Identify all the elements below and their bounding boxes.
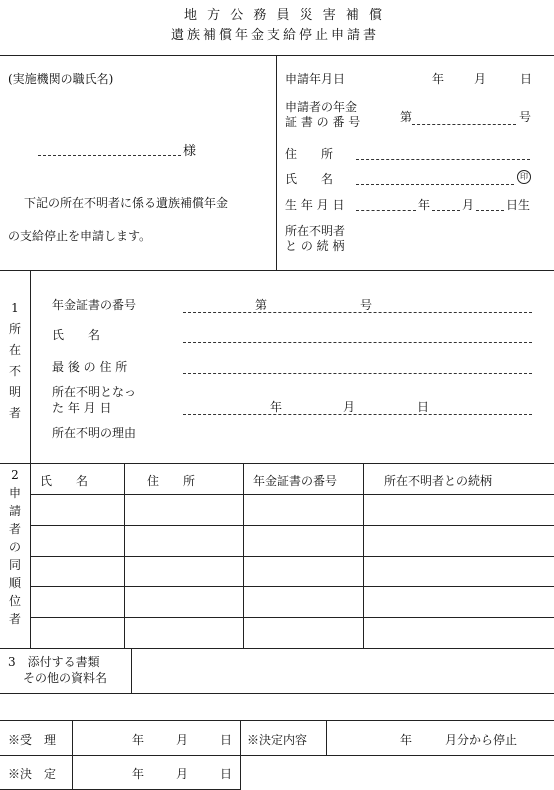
decision-month: 月 [176, 767, 189, 781]
birth-month: 月 [462, 198, 475, 212]
col-header-relation: 所在不明者との続柄 [384, 474, 493, 488]
request-text-line1: 下記の所在不明者に係る遺族補償年金 [24, 196, 229, 210]
missing-pension-go: 号 [360, 298, 373, 312]
col-header-name: 氏 名 [40, 474, 89, 488]
attachments-field[interactable] [132, 649, 554, 692]
decision-year: 年 [132, 767, 145, 781]
office-top-border [0, 720, 554, 721]
stop-month-text: 月分から停止 [445, 733, 518, 747]
applicant-pension-no-line[interactable] [412, 124, 516, 125]
form-title-line1: 地 方 公 務 員 災 害 補 償 [184, 8, 386, 23]
applicant-pension-no-label-2: 証 書 の 番 号 [285, 115, 361, 129]
applicant-relation-label-1: 所在不明者 [285, 224, 346, 238]
table-row[interactable] [31, 526, 554, 556]
form-title-line2: 遺族補償年金支給停止申請書 [171, 28, 380, 43]
same-rank-table-body [31, 495, 554, 647]
request-text-line2: の支給停止を申請します。 [8, 229, 152, 243]
missing-last-address-label: 最 後 の 住 所 [52, 360, 128, 374]
applicant-pension-no-label [285, 100, 360, 130]
receipt-day: 日 [220, 733, 233, 747]
attachments-label [8, 654, 107, 686]
applicant-pension-dai: 第 [400, 110, 413, 124]
attachments-label-2: その他の資料名 [23, 671, 108, 685]
applicant-pension-no-label-1: 申請者の年金 [285, 100, 358, 114]
section2-top-border [0, 463, 554, 464]
col-header-pension-no: 年金証書の番号 [253, 474, 338, 488]
section2-side-label: 2申請者の同順位者 [8, 468, 21, 626]
applicant-relation-label [285, 224, 345, 254]
birth-day-line[interactable] [476, 210, 504, 211]
missing-name-line[interactable] [183, 342, 532, 343]
birth-day-suffix: 日生 [506, 198, 531, 212]
missing-month: 月 [343, 400, 356, 414]
missing-year: 年 [270, 400, 283, 414]
applicant-address-label: 住 所 [285, 147, 334, 161]
table-row[interactable] [31, 557, 554, 586]
applicant-name-label: 氏 名 [285, 172, 334, 186]
receipt-month: 月 [176, 733, 189, 747]
decision-label: ※決 定 [8, 767, 57, 781]
table-row[interactable] [31, 587, 554, 617]
office-divider-3 [326, 720, 327, 755]
addressee-label: (実施機関の職氏名) [8, 72, 114, 86]
application-month: 月 [474, 72, 487, 86]
section1-side-divider [30, 270, 31, 463]
missing-name-label: 氏 名 [52, 328, 101, 342]
top-block-top-border [0, 55, 554, 56]
seal-mark-icon: 印 [517, 170, 531, 184]
birth-year-line[interactable] [356, 210, 416, 211]
stop-year: 年 [400, 733, 413, 747]
applicant-birth-label: 生 年 月 日 [285, 198, 345, 212]
missing-pension-no-line[interactable] [183, 312, 532, 313]
applicant-address-line[interactable] [356, 159, 530, 160]
section1-top-border [0, 270, 554, 271]
top-block-divider [276, 55, 277, 270]
addressee-honorific: 様 [183, 144, 197, 159]
section1-side-label: 1所在不明者 [8, 301, 21, 420]
table-row[interactable] [31, 618, 554, 647]
missing-reason-label: 所在不明の理由 [52, 426, 137, 440]
addressee-name-line[interactable] [38, 155, 181, 156]
missing-date-label [52, 384, 136, 416]
attachments-label-1: 3 添付する書類 [8, 655, 100, 669]
missing-date-label-1: 所在不明となっ [52, 385, 137, 399]
decision-content-label: ※決定内容 [247, 733, 308, 747]
missing-pension-no-label: 年金証書の番号 [52, 298, 137, 312]
applicant-relation-label-2: と の 続 柄 [285, 239, 345, 253]
application-day: 日 [520, 72, 533, 86]
col-header-address: 住 所 [147, 474, 196, 488]
birth-year: 年 [418, 198, 431, 212]
applicant-name-line[interactable] [356, 184, 514, 185]
missing-last-address-line[interactable] [183, 373, 532, 374]
table-row[interactable] [31, 495, 554, 525]
missing-date-line[interactable] [183, 414, 532, 415]
missing-pension-dai: 第 [255, 298, 268, 312]
office-middle-border [0, 755, 554, 756]
decision-day: 日 [220, 767, 233, 781]
receipt-label: ※受 理 [8, 733, 57, 747]
office-divider-2 [240, 720, 241, 790]
receipt-year: 年 [132, 733, 145, 747]
birth-month-line[interactable] [432, 210, 460, 211]
application-year: 年 [432, 72, 445, 86]
office-divider-1 [72, 720, 73, 790]
application-date-label: 申請年月日 [285, 72, 346, 86]
missing-date-label-2: た 年 月 日 [52, 401, 112, 415]
missing-day: 日 [417, 400, 430, 414]
section3-bottom-border [0, 693, 554, 694]
applicant-pension-go: 号 [519, 110, 532, 124]
